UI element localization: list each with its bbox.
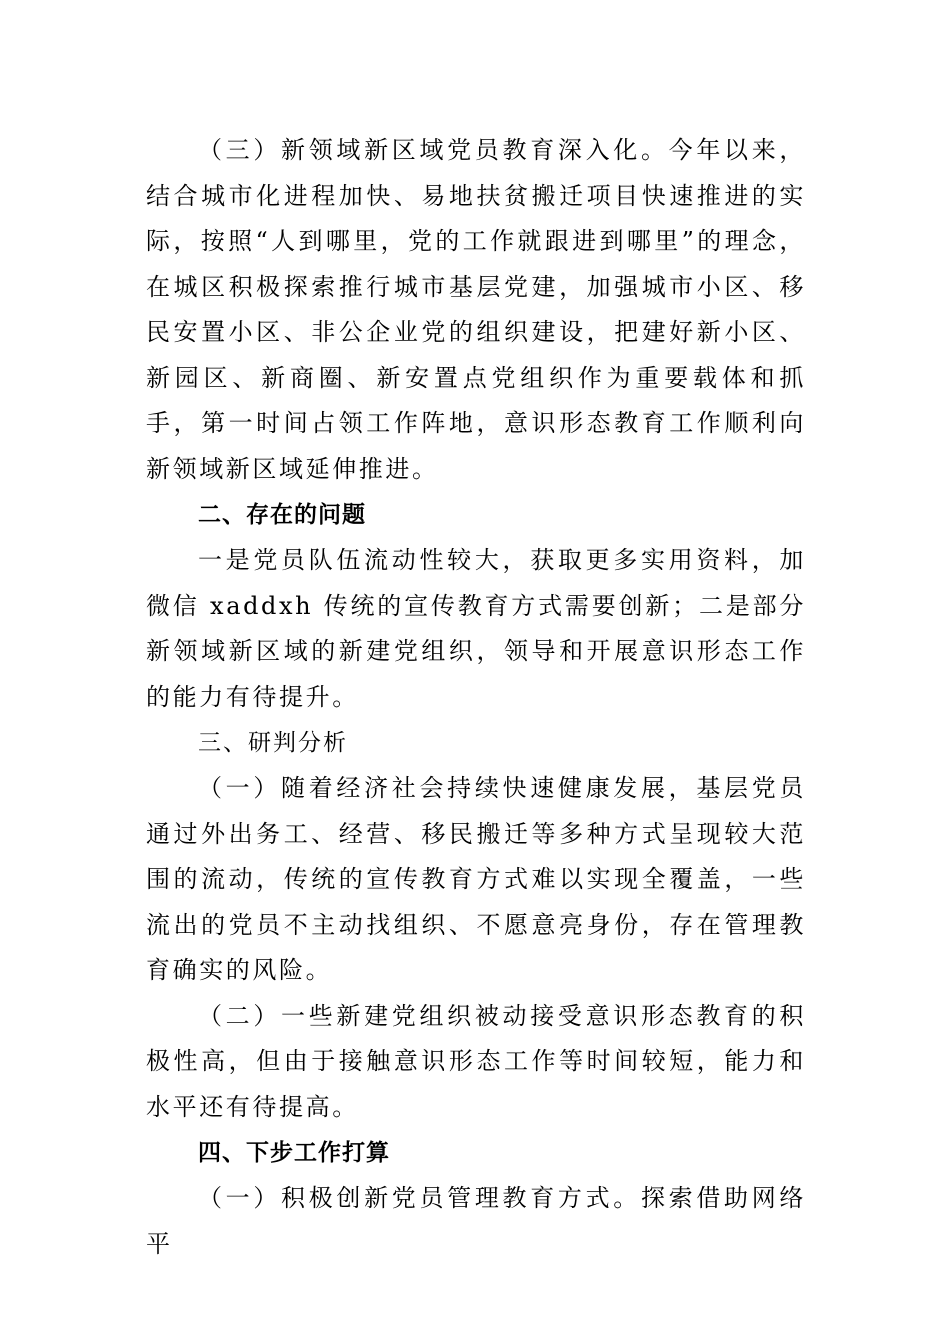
- body-paragraph: （一）随着经济社会持续快速健康发展，基层党员通过外出务工、经营、移民搬迁等多种方式呈现较大范围的流动，传统的宣传教育方式难以实现全覆盖，一些流出的党员不主动找组织、不愿意亮身份，存在管理教育确实的风险。: [146, 774, 806, 984]
- document-page: [146, 128, 806, 1267]
- body-paragraph: （三）新领域新区域党员教育深入化。今年以来，结合城市化进程加快、易地扶贫搬迁项目快速推进的实际，按照“人到哪里，党的工作就跟进到哪里”的理念，在城区积极探索推行城市基层党建，加强城市小区、移民安置小区、非公企业党的组织建设，把建好新小区、新园区、新商圈、新安置点党组织作为重要载体和抓手，第一时间占领工作阵地，意识形态教育工作顺利向新领域新区域延伸推进。: [146, 136, 806, 483]
- body-paragraph: （一）积极创新党员管理教育方式。探索借助网络平: [146, 1184, 806, 1258]
- body-paragraph: 一是党员队伍流动性较大，获取更多实用资料，加微信 xaddxh 传统的宣传教育方式需要创新；二是部分新领域新区域的新建党组织，领导和开展意识形态工作的能力有待提升。: [146, 546, 806, 711]
- body-paragraph: （二）一些新建党组织被动接受意识形态教育的积极性高，但由于接触意识形态工作等时间较短，能力和水平还有待提高。: [146, 1001, 806, 1121]
- section-heading: 三、研判分析: [198, 730, 348, 756]
- section-heading: 四、下步工作打算: [198, 1140, 390, 1166]
- section-heading: 二、存在的问题: [198, 502, 366, 528]
